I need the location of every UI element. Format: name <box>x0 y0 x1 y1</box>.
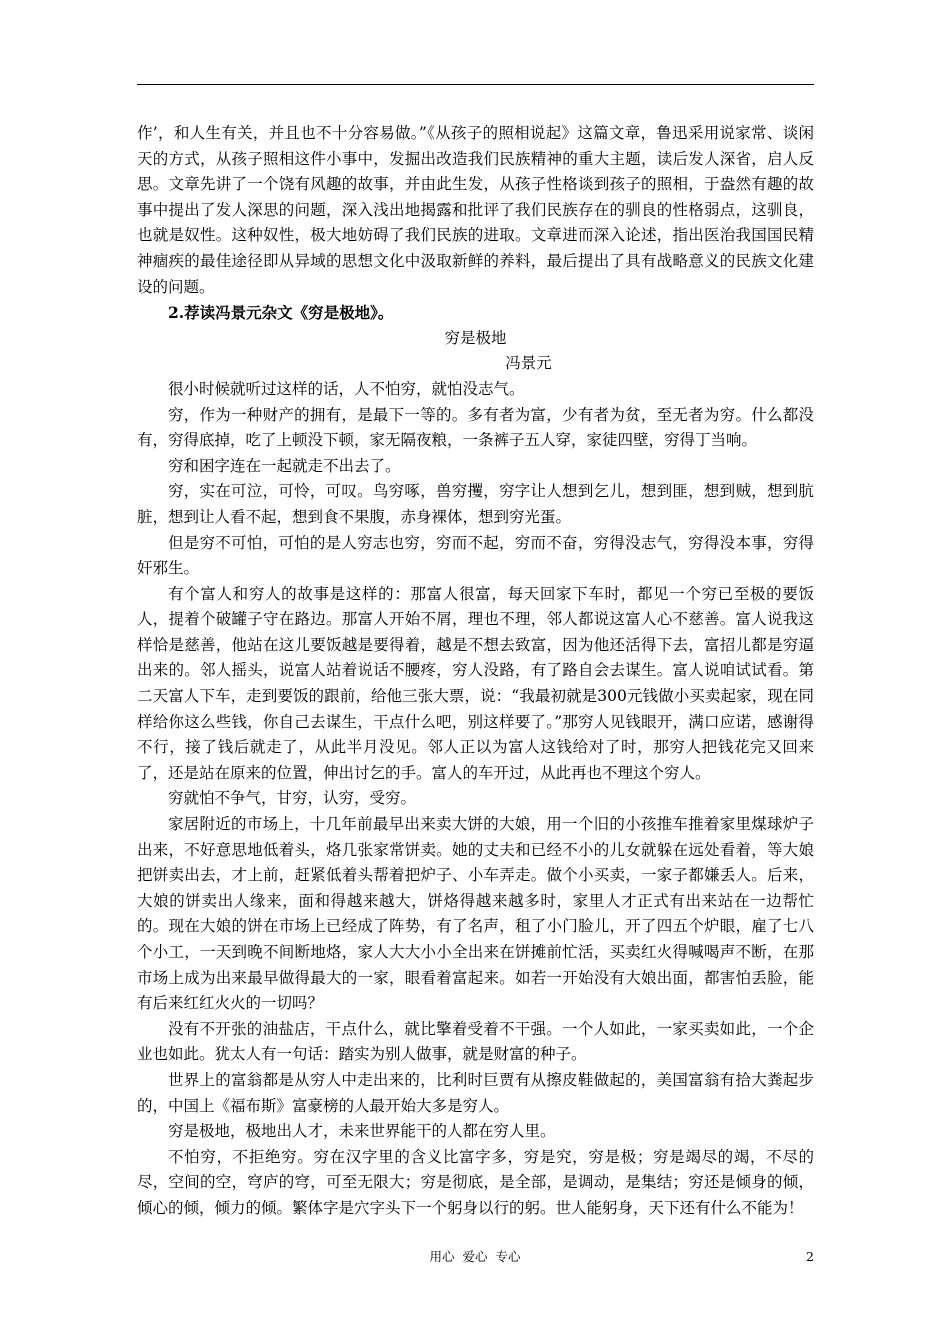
footer-motto: 用心 爱心 专心 <box>429 1249 521 1264</box>
paragraph: 穷，作为一种财产的拥有，是最下一等的。多有者为富，少有者为贫，至无者为穷。什么都没有，穷得底掉，吃了上顿没下顿，家无隔夜粮，一条裤子五人穿，家徒四壁，穷得丁当响。 <box>137 405 814 450</box>
recommendation-heading: 2.荐读冯景元杂文《穷是极地》。 <box>168 303 394 323</box>
page-number: 2 <box>806 1249 814 1264</box>
paragraph: 穷，实在可泣，可怜，可叹。鸟穷啄，兽穷攫，穷字让人想到乞儿，想到匪，想到贼，想到肮脏，想到让人看不起，想到食不果腹，赤身裸体，想到穷光蛋。 <box>137 482 814 526</box>
paragraph: 很小时候就听过这样的话，人不怕穷，就怕没志气。 <box>168 379 525 398</box>
paragraph: 没有不开张的油盐店，干点什么，就比擎着受着不干强。一个人如此，一家买卖如此，一个企业也如此。犹太人有一句话：踏实为别人做事，就是财富的种子。 <box>137 1019 814 1064</box>
essay-title: 穷是极地 <box>444 328 507 347</box>
paragraph: 穷就怕不争气，甘穷，认穷，受穷。 <box>168 789 417 808</box>
paragraph-intro: 作’，和人生有关，并且也不十分容易做。”《从孩子的照相说起》这篇文章，鲁迅采用说家常、谈闲天的方式，从孩子照相这件小事中，发掘出改造我们民族精神的重大主题，读后发人深省，启人反思。文章先讲了一个饶有风趣的故事，并由此生发，从孩子性格谈到孩子的照相，于盎然有趣的故事中提出了发人深思的问题，深入浅出地揭露和批评了我们民族存在的驯良的性格弱点，这驯良，也就是奴性。这种奴性，极大地妨碍了我们民族的进取。文章进而深入论述，指出医治我国国民精神痼疾的最佳途径即从异域的思想文化中汲取新鲜的养料，最后提出了具有战略意义的民族文化建设的问题。 <box>137 124 814 296</box>
paragraph: 有个富人和穷人的故事是这样的：那富人很富，每天回家下车时，都见一个穷已至极的要饭人，提着个破罐子守在路边。那富人开始不屑，理也不理，邻人都说这富人心不慈善。富人说我这样恰是慈善，他站在这儿要饭越是要得着，越是不想去致富，因为他还活得下去，富招儿都是穷逼出来的。邻人摇头，说富人站着说话不腰疼，穷人没路，有了路自会去谋生。富人说咱试试看。第二天富人下车，走到要饭的跟前，给他三张大票，说：“我最初就是300元钱做小买卖起家，现在同样给你这么些钱，你自己去谋生，干点什么吧，别这样要了。”那穷人见钱眼开，满口应诺，感谢得不行，接了钱后就走了，从此半月没见。邻人正以为富人这钱给对了时，那穷人把钱花完又回来了，还是站在原来的位置，伸出讨乞的手。富人的车开过，从此再也不理这个穷人。 <box>137 584 814 782</box>
paragraph: 但是穷不可怕，可怕的是人穷志也穷，穷而不起，穷而不奋，穷得没志气，穷得没本事，穷得奸邪生。 <box>137 533 814 578</box>
paragraph: 穷是极地，极地出人才，未来世界能干的人都在穷人里。 <box>168 1122 556 1141</box>
paragraph: 世界上的富翁都是从穷人中走出来的，比利时巨贾有从擦皮鞋做起的，美国富翁有拾大粪起步的，中国上《福布斯》富豪榜的人最开始大多是穷人。 <box>137 1070 814 1115</box>
paragraph: 家居附近的市场上，十几年前最早出来卖大饼的大娘，用一个旧的小孩推车推着家里煤球炉子出来，不好意思地低着头，烙几张家常饼卖。她的丈夫和已经不小的儿女就躲在远处看着，等大娘把饼卖出去，才上前，赶紧低着头帮着把炉子、小车弄走。做个小买卖，一家子都嫌丢人。后来，大娘的饼卖出人缘来，面和得越来越大，饼烙得越来越多时，家里人才正式有出来站在一边帮忙的。现在大娘的饼在市场上已经成了阵势，有了名声，租了小门脸儿，开了四五个炉眼，雇了七八个小工，一天到晚不间断地烙，家人大大小小全出来在饼摊前忙活，买卖红火得喊喝声不断，在那市场上成为出来最早做得最大的一家，眼看着富起来。如若一开始没有大娘出面，都害怕丢脸，能有后来红红火火的一切吗？ <box>137 815 814 1013</box>
essay-author: 冯景元 <box>505 354 552 373</box>
paragraph: 不怕穷，不拒绝穷。穷在汉字里的含义比富字多，穷是究，穷是极；穷是竭尽的竭，不尽的尽，空间的空，穹庐的穹，可至无限大；穷是彻底，是全部，是调动，是集结；穷还是倾身的倾，倾心的倾，倾力的倾。繁体字是穴字头下一个躬身以行的躬。世人能躬身，天下还有什么不能为！ <box>137 1147 814 1217</box>
article-body <box>137 121 814 1222</box>
header-rule <box>137 84 814 85</box>
paragraph: 穷和困字连在一起就走不出去了。 <box>168 456 401 475</box>
